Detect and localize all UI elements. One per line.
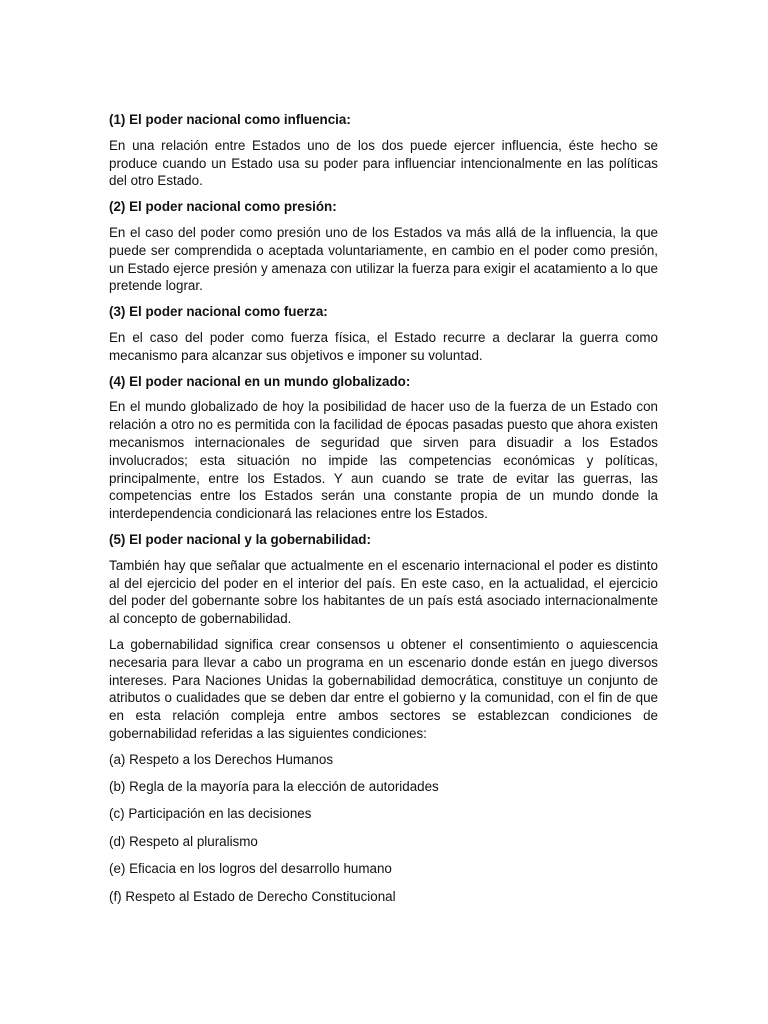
list-item: (e) Eficacia en los logros del desarrollo humano (109, 861, 392, 877)
section-heading: (2) El poder nacional como presión: (109, 199, 337, 215)
section-heading: (4) El poder nacional en un mundo globalizado: (109, 373, 411, 389)
section-fuerza (109, 303, 658, 364)
section-paragraph: En el caso del poder como fuerza física, el Estado recurre a declarar la guerra como mecanismo para alcanzar sus objetivos e imponer su voluntad. (109, 329, 658, 363)
list-item: (d) Respeto al pluralismo (109, 833, 258, 849)
conditions-list (109, 751, 658, 906)
section-presion (109, 198, 658, 295)
section-heading: (1) El poder nacional como influencia: (109, 112, 351, 127)
section-gobernabilidad (109, 531, 658, 743)
section-paragraph: En el mundo globalizado de hoy la posibilidad de hacer uso de la fuerza de un Estado con relación a otro no es permitida con la facilidad de épocas pasadas puesto que ahora existen mecanismos internacionales de seguridad que sirven para disuadir a los Estados involucrados; esta situación no impide las competencias económicas y políticas, principalmente, entre los Estados. Y aun cuando se trate de evitar las guerras, las competencias entre los Estados serán una constante propia de un mundo donde la interdependencia condicionará las relaciones entre los Estados. (109, 399, 658, 522)
section-heading: (3) El poder nacional como fuerza: (109, 304, 328, 320)
section-paragraph: En una relación entre Estados uno de los dos puede ejercer influencia, éste hecho se produce cuando un Estado usa su poder para influenciar intencionalmente en las políticas del otro Estado. (109, 137, 658, 189)
list-item: (a) Respeto a los Derechos Humanos (109, 751, 334, 767)
section-influencia (109, 111, 658, 190)
section-paragraph: La gobernabilidad significa crear consensos u obtener el consentimiento o aquiescencia necesaria para llevar a cabo un programa en un escenario donde están en juego diversos intereses. Para Naciones Unidas la gobernabilidad democrática, constituye un conjunto de atributos o cualidades que se deben dar entre el gobierno y la comunidad, con el fin de que en esta relación compleja entre ambos sectores se establezcan condiciones de gobernabilidad referidas a las siguientes condiciones: (109, 636, 658, 741)
list-item: (c) Participación en las decisiones (109, 806, 312, 822)
list-item: (f) Respeto al Estado de Derecho Constitucional (109, 888, 396, 904)
section-heading: (5) El poder nacional y la gobernabilidad: (109, 531, 371, 547)
section-paragraph: También hay que señalar que actualmente en el escenario internacional el poder es distinto al del ejercicio del poder en el interior del país. En este caso, en la actualidad, el ejercicio del poder del gobernante sobre los habitantes de un país está asociado internacionalmente al concepto de gobernabilidad. (109, 557, 658, 627)
list-item: (b) Regla de la mayoría para la elección de autoridades (109, 779, 439, 795)
section-paragraph: En el caso del poder como presión uno de los Estados va más allá de la influencia, la que puede ser comprendida o aceptada voluntariamente, en cambio en el poder como presión, un Estado ejerce presión y amenaza con utilizar la fuerza para exigir el acatamiento a lo que pretende lograr. (109, 224, 658, 294)
section-globalizado (109, 373, 658, 523)
document-page (109, 111, 658, 915)
